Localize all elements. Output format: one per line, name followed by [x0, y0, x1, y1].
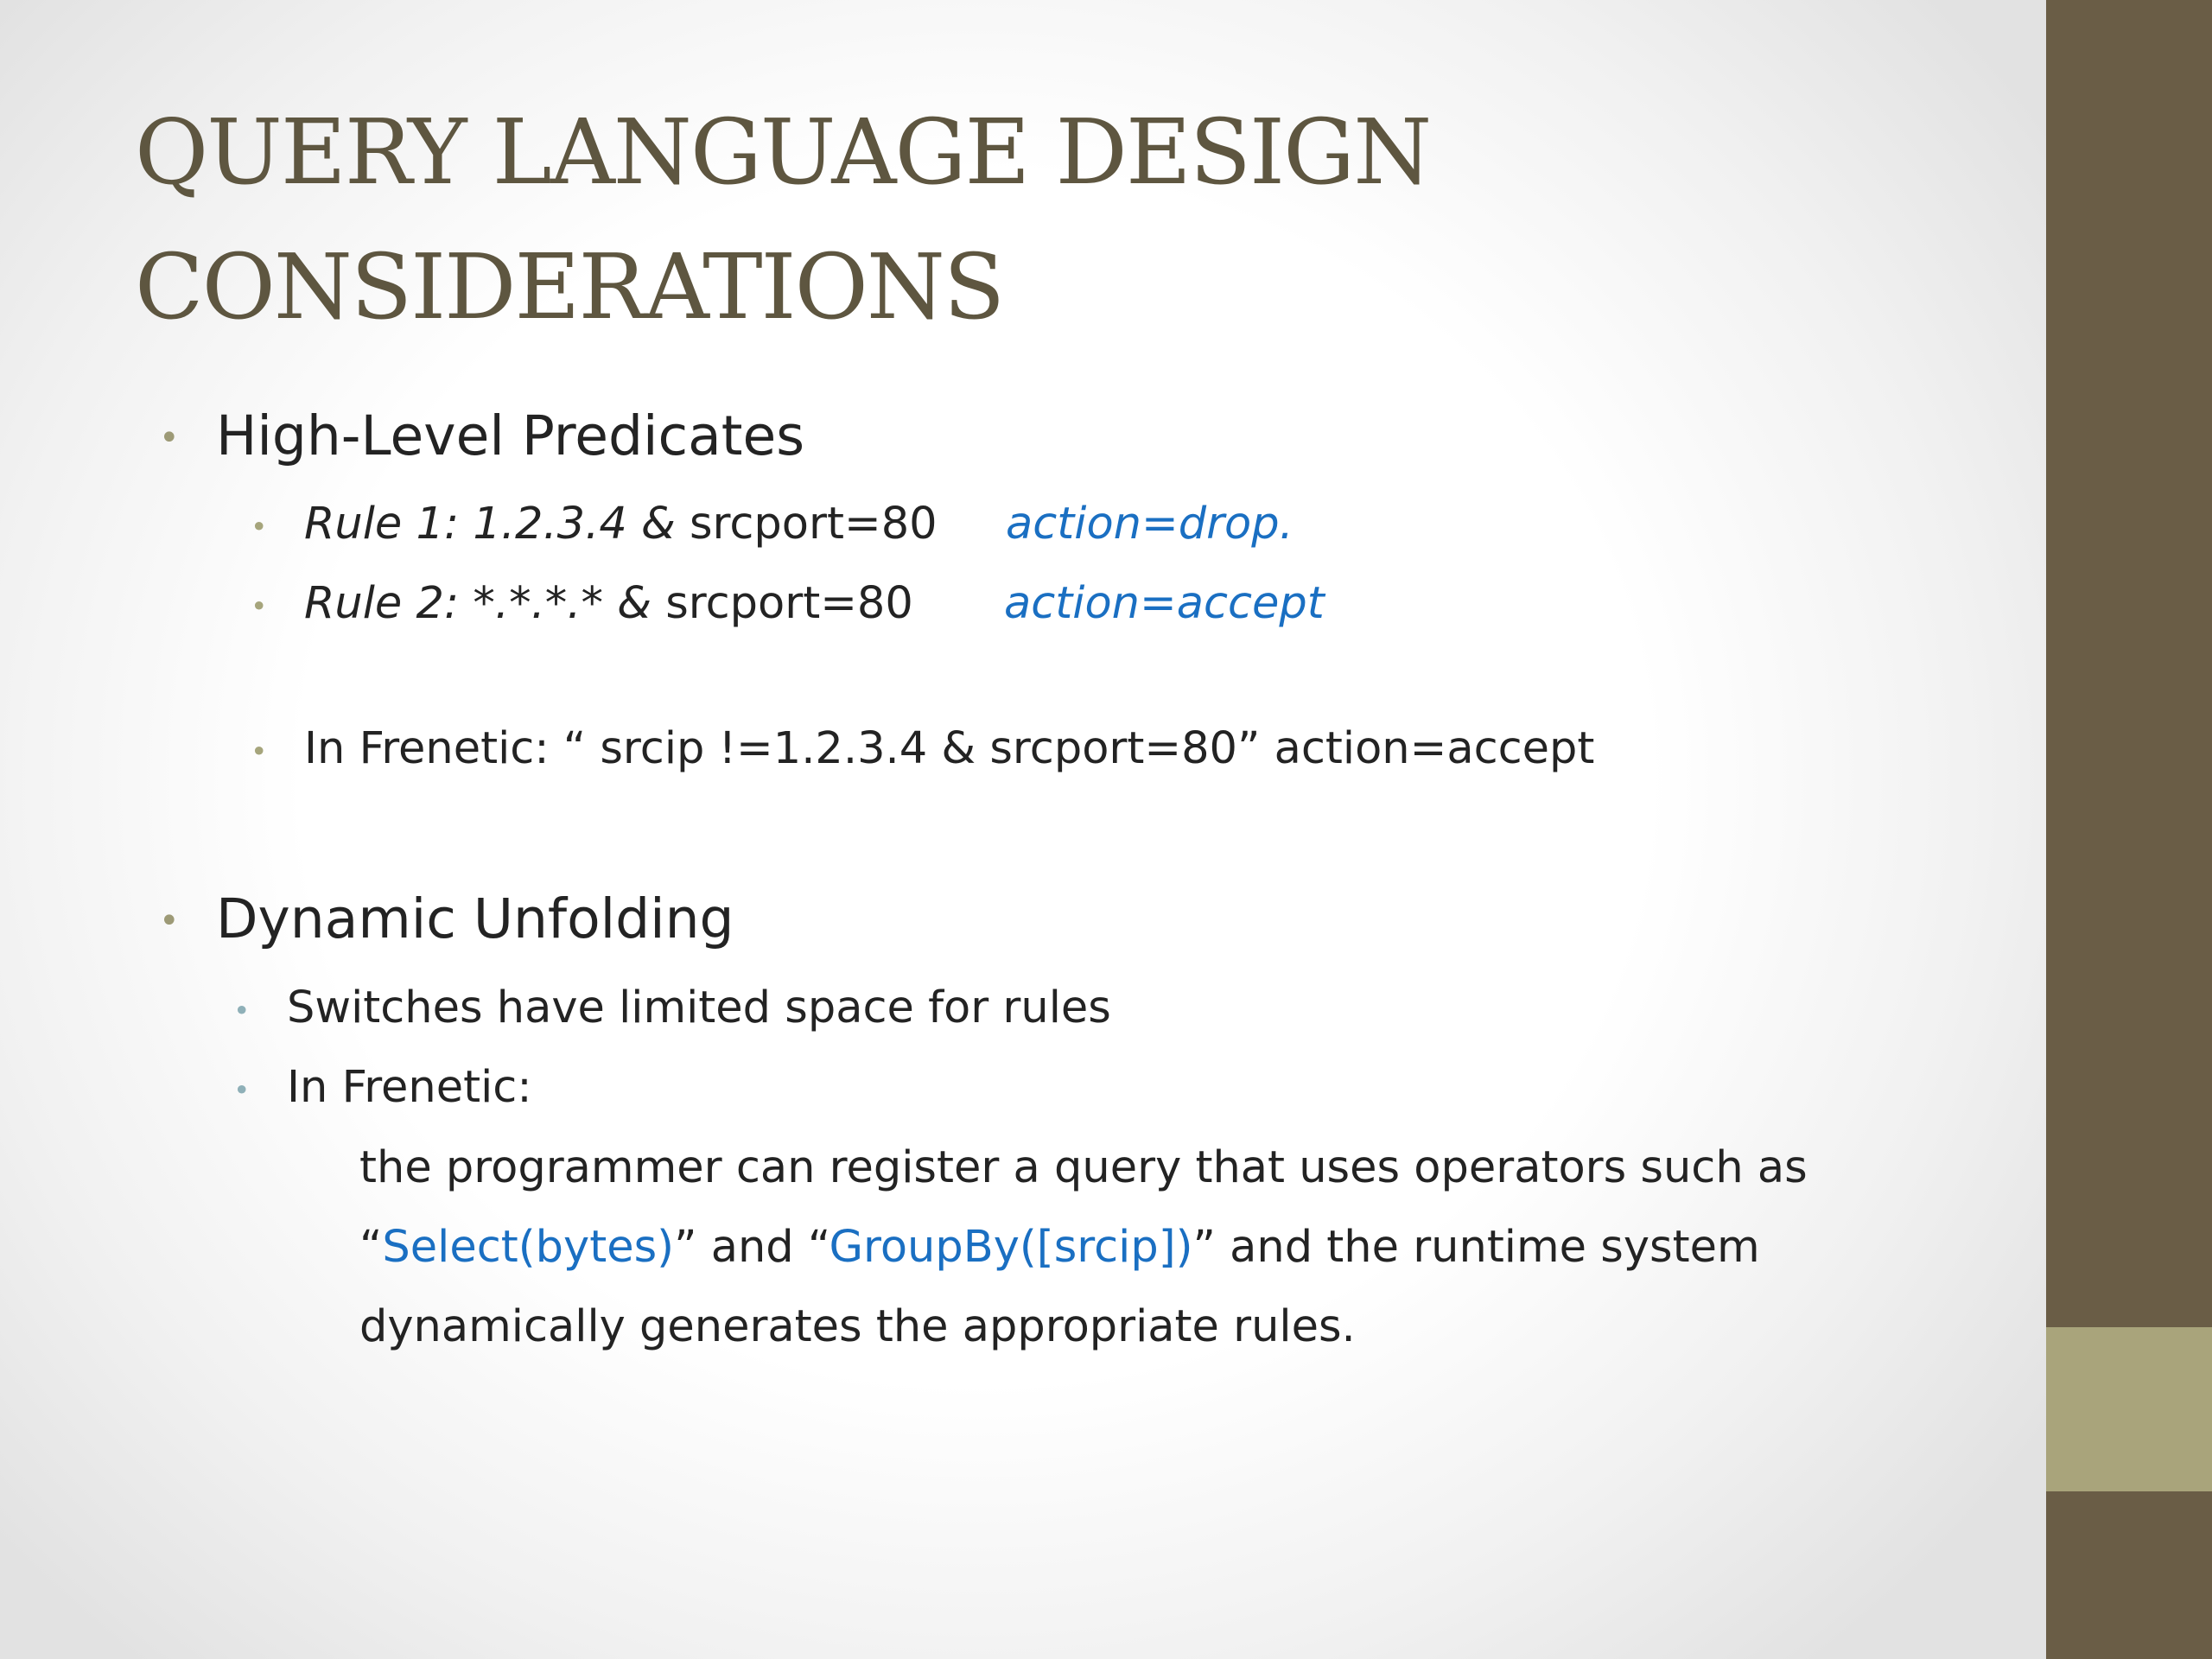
select-bytes-operator: Select(bytes): [382, 1222, 675, 1273]
rule-1: [304, 499, 938, 550]
heading-dynamic-unfolding: Dynamic Unfolding: [216, 887, 734, 950]
paragraph-line-2: [359, 1222, 1760, 1273]
bullet-high-level-predicates: •: [159, 418, 180, 458]
paragraph-line-1: the programmer can register a query that uses operators such as: [359, 1142, 1808, 1193]
rule-2-label: Rule 2: *.*.*.* &: [304, 578, 652, 629]
bullet-dynamic-unfolding: •: [159, 901, 180, 941]
bullet-rule-1: •: [251, 510, 268, 543]
bullet-frenetic-predicate: •: [251, 734, 268, 768]
switches-limited-space: Switches have limited space for rules: [287, 982, 1111, 1033]
rule-2: [304, 578, 913, 629]
title-line-1: QUERY LANGUAGE DESIGN: [135, 99, 1431, 205]
rule-1-action: action=drop.: [1006, 499, 1294, 550]
bullet-in-frenetic: •: [233, 1073, 251, 1107]
title-line-2: CONSIDERATIONS: [135, 234, 1004, 340]
quote-mid: ” and “: [674, 1222, 830, 1273]
rule-1-label: Rule 1: 1.2.3.4 &: [304, 499, 676, 550]
in-frenetic-label: In Frenetic:: [287, 1062, 532, 1113]
slide-title: [135, 85, 1777, 354]
frenetic-predicate: In Frenetic: “ srcip !=1.2.3.4 & srcport=80” action=accept: [304, 723, 1595, 774]
rule-1-match: srcport=80: [675, 499, 938, 550]
runtime-system-text: ” and the runtime system: [1192, 1222, 1760, 1273]
bullet-rule-2: •: [251, 589, 268, 623]
rule-2-match: srcport=80: [651, 578, 913, 629]
rule-2-action: action=accept: [1004, 578, 1325, 629]
bullet-switches: •: [233, 994, 251, 1027]
side-decor-accent: [2046, 1327, 2212, 1491]
heading-high-level-predicates: High-Level Predicates: [216, 404, 805, 467]
groupby-operator: GroupBy([srcip]): [829, 1222, 1193, 1273]
paragraph-line-3: dynamically generates the appropriate rules.: [359, 1301, 1356, 1352]
quote-open: “: [359, 1222, 383, 1273]
